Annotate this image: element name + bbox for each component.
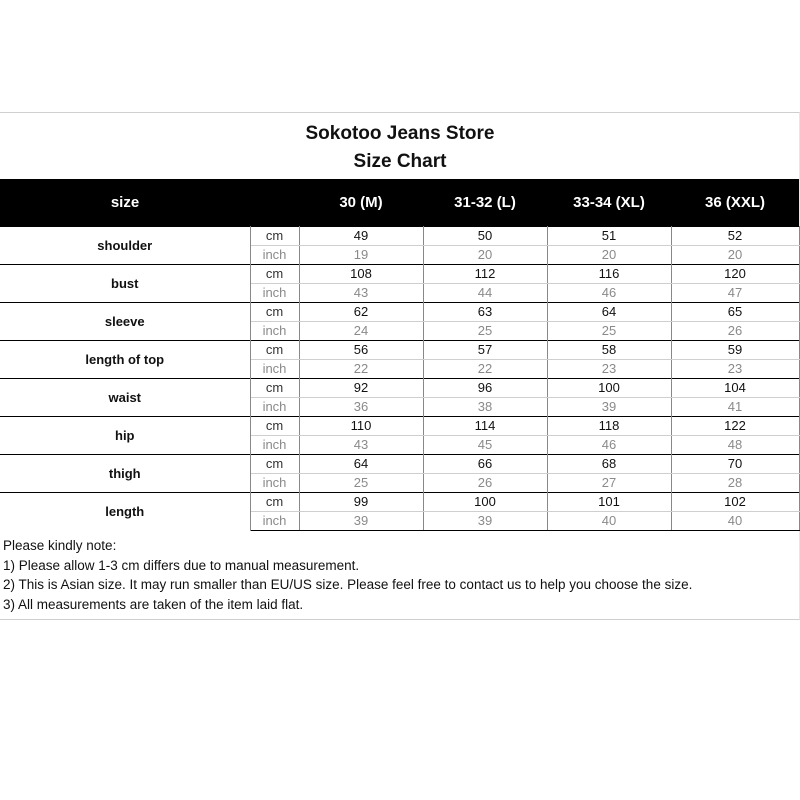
notes-heading: Please kindly note: [3,538,117,553]
header-col-l: 31-32 (L) [423,179,547,226]
cell-cm: 57 [423,340,547,359]
table-row-cm [0,378,799,397]
cell-cm: 116 [547,264,671,283]
cell-inch: 23 [547,359,671,378]
cell-inch: 40 [547,511,671,530]
cell-cm: 120 [671,264,799,283]
unit-cm: cm [250,492,299,511]
cell-inch: 39 [423,511,547,530]
cell-cm: 62 [299,302,423,321]
cell-cm: 102 [671,492,799,511]
unit-inch: inch [250,245,299,264]
unit-cm: cm [250,264,299,283]
unit-cm: cm [250,416,299,435]
measurement-label: sleeve [0,302,250,340]
cell-cm: 52 [671,226,799,245]
cell-inch: 45 [423,435,547,454]
cell-cm: 122 [671,416,799,435]
cell-inch: 26 [671,321,799,340]
cell-cm: 49 [299,226,423,245]
cell-cm: 51 [547,226,671,245]
header-col-m: 30 (M) [299,179,423,226]
cell-cm: 70 [671,454,799,473]
cell-inch: 46 [547,435,671,454]
cell-inch: 25 [547,321,671,340]
cell-cm: 56 [299,340,423,359]
table-row-cm [0,416,799,435]
cell-inch: 22 [423,359,547,378]
cell-inch: 44 [423,283,547,302]
measurement-label: thigh [0,454,250,492]
cell-cm: 118 [547,416,671,435]
notes [3,536,692,614]
cell-inch: 41 [671,397,799,416]
cell-inch: 24 [299,321,423,340]
cell-inch: 48 [671,435,799,454]
cell-inch: 36 [299,397,423,416]
header-unit [250,179,299,226]
cell-inch: 19 [299,245,423,264]
table-header-row [0,179,799,226]
cell-inch: 38 [423,397,547,416]
cell-cm: 64 [547,302,671,321]
cell-inch: 39 [299,511,423,530]
cell-inch: 20 [423,245,547,264]
cell-cm: 68 [547,454,671,473]
unit-cm: cm [250,302,299,321]
cell-cm: 58 [547,340,671,359]
cell-cm: 59 [671,340,799,359]
note-item: 2) This is Asian size. It may run smaller than EU/US size. Please feel free to contact us to help you choose the size. [3,577,693,592]
table-row-cm [0,492,799,511]
measurement-label: length of top [0,340,250,378]
header-col-xl: 33-34 (XL) [547,179,671,226]
table-body [0,226,799,530]
cell-inch: 40 [671,511,799,530]
table-row-cm [0,302,799,321]
cell-cm: 92 [299,378,423,397]
note-item: 1) Please allow 1-3 cm differs due to manual measurement. [3,557,360,573]
measurement-label: waist [0,378,250,416]
cell-inch: 43 [299,283,423,302]
measurement-label: hip [0,416,250,454]
table-row-cm [0,226,799,245]
unit-inch: inch [250,397,299,416]
measurement-label: bust [0,264,250,302]
cell-cm: 108 [299,264,423,283]
cell-inch: 25 [423,321,547,340]
cell-inch: 26 [423,473,547,492]
cell-inch: 39 [547,397,671,416]
unit-inch: inch [250,473,299,492]
chart-subtitle: Size Chart [353,151,447,172]
cell-inch: 28 [671,473,799,492]
cell-cm: 63 [423,302,547,321]
unit-inch: inch [250,435,299,454]
unit-cm: cm [250,378,299,397]
store-name: Sokotoo Jeans Store [305,123,495,144]
cell-cm: 114 [423,416,547,435]
cell-cm: 64 [299,454,423,473]
cell-inch: 20 [671,245,799,264]
unit-inch: inch [250,511,299,530]
cell-inch: 25 [299,473,423,492]
cell-inch: 22 [299,359,423,378]
unit-inch: inch [250,359,299,378]
measurement-label: length [0,492,250,530]
unit-cm: cm [250,226,299,245]
cell-cm: 112 [423,264,547,283]
unit-cm: cm [250,340,299,359]
cell-cm: 65 [671,302,799,321]
cell-cm: 101 [547,492,671,511]
cell-inch: 27 [547,473,671,492]
cell-inch: 43 [299,435,423,454]
unit-inch: inch [250,321,299,340]
cell-inch: 23 [671,359,799,378]
cell-cm: 96 [423,378,547,397]
cell-cm: 99 [299,492,423,511]
measurement-label: shoulder [0,226,250,264]
header-col-xxl: 36 (XXL) [671,179,799,226]
cell-inch: 46 [547,283,671,302]
cell-inch: 20 [547,245,671,264]
cell-cm: 104 [671,378,799,397]
size-table [0,179,800,531]
cell-cm: 66 [423,454,547,473]
chart-title [0,120,800,176]
unit-cm: cm [250,454,299,473]
header-size: size [0,179,250,226]
cell-cm: 100 [547,378,671,397]
table-row-cm [0,454,799,473]
unit-inch: inch [250,283,299,302]
note-item: 3) All measurements are taken of the item laid flat. [3,596,304,612]
cell-inch: 47 [671,283,799,302]
cell-cm: 100 [423,492,547,511]
table-row-cm [0,264,799,283]
cell-cm: 110 [299,416,423,435]
table-row-cm [0,340,799,359]
cell-cm: 50 [423,226,547,245]
